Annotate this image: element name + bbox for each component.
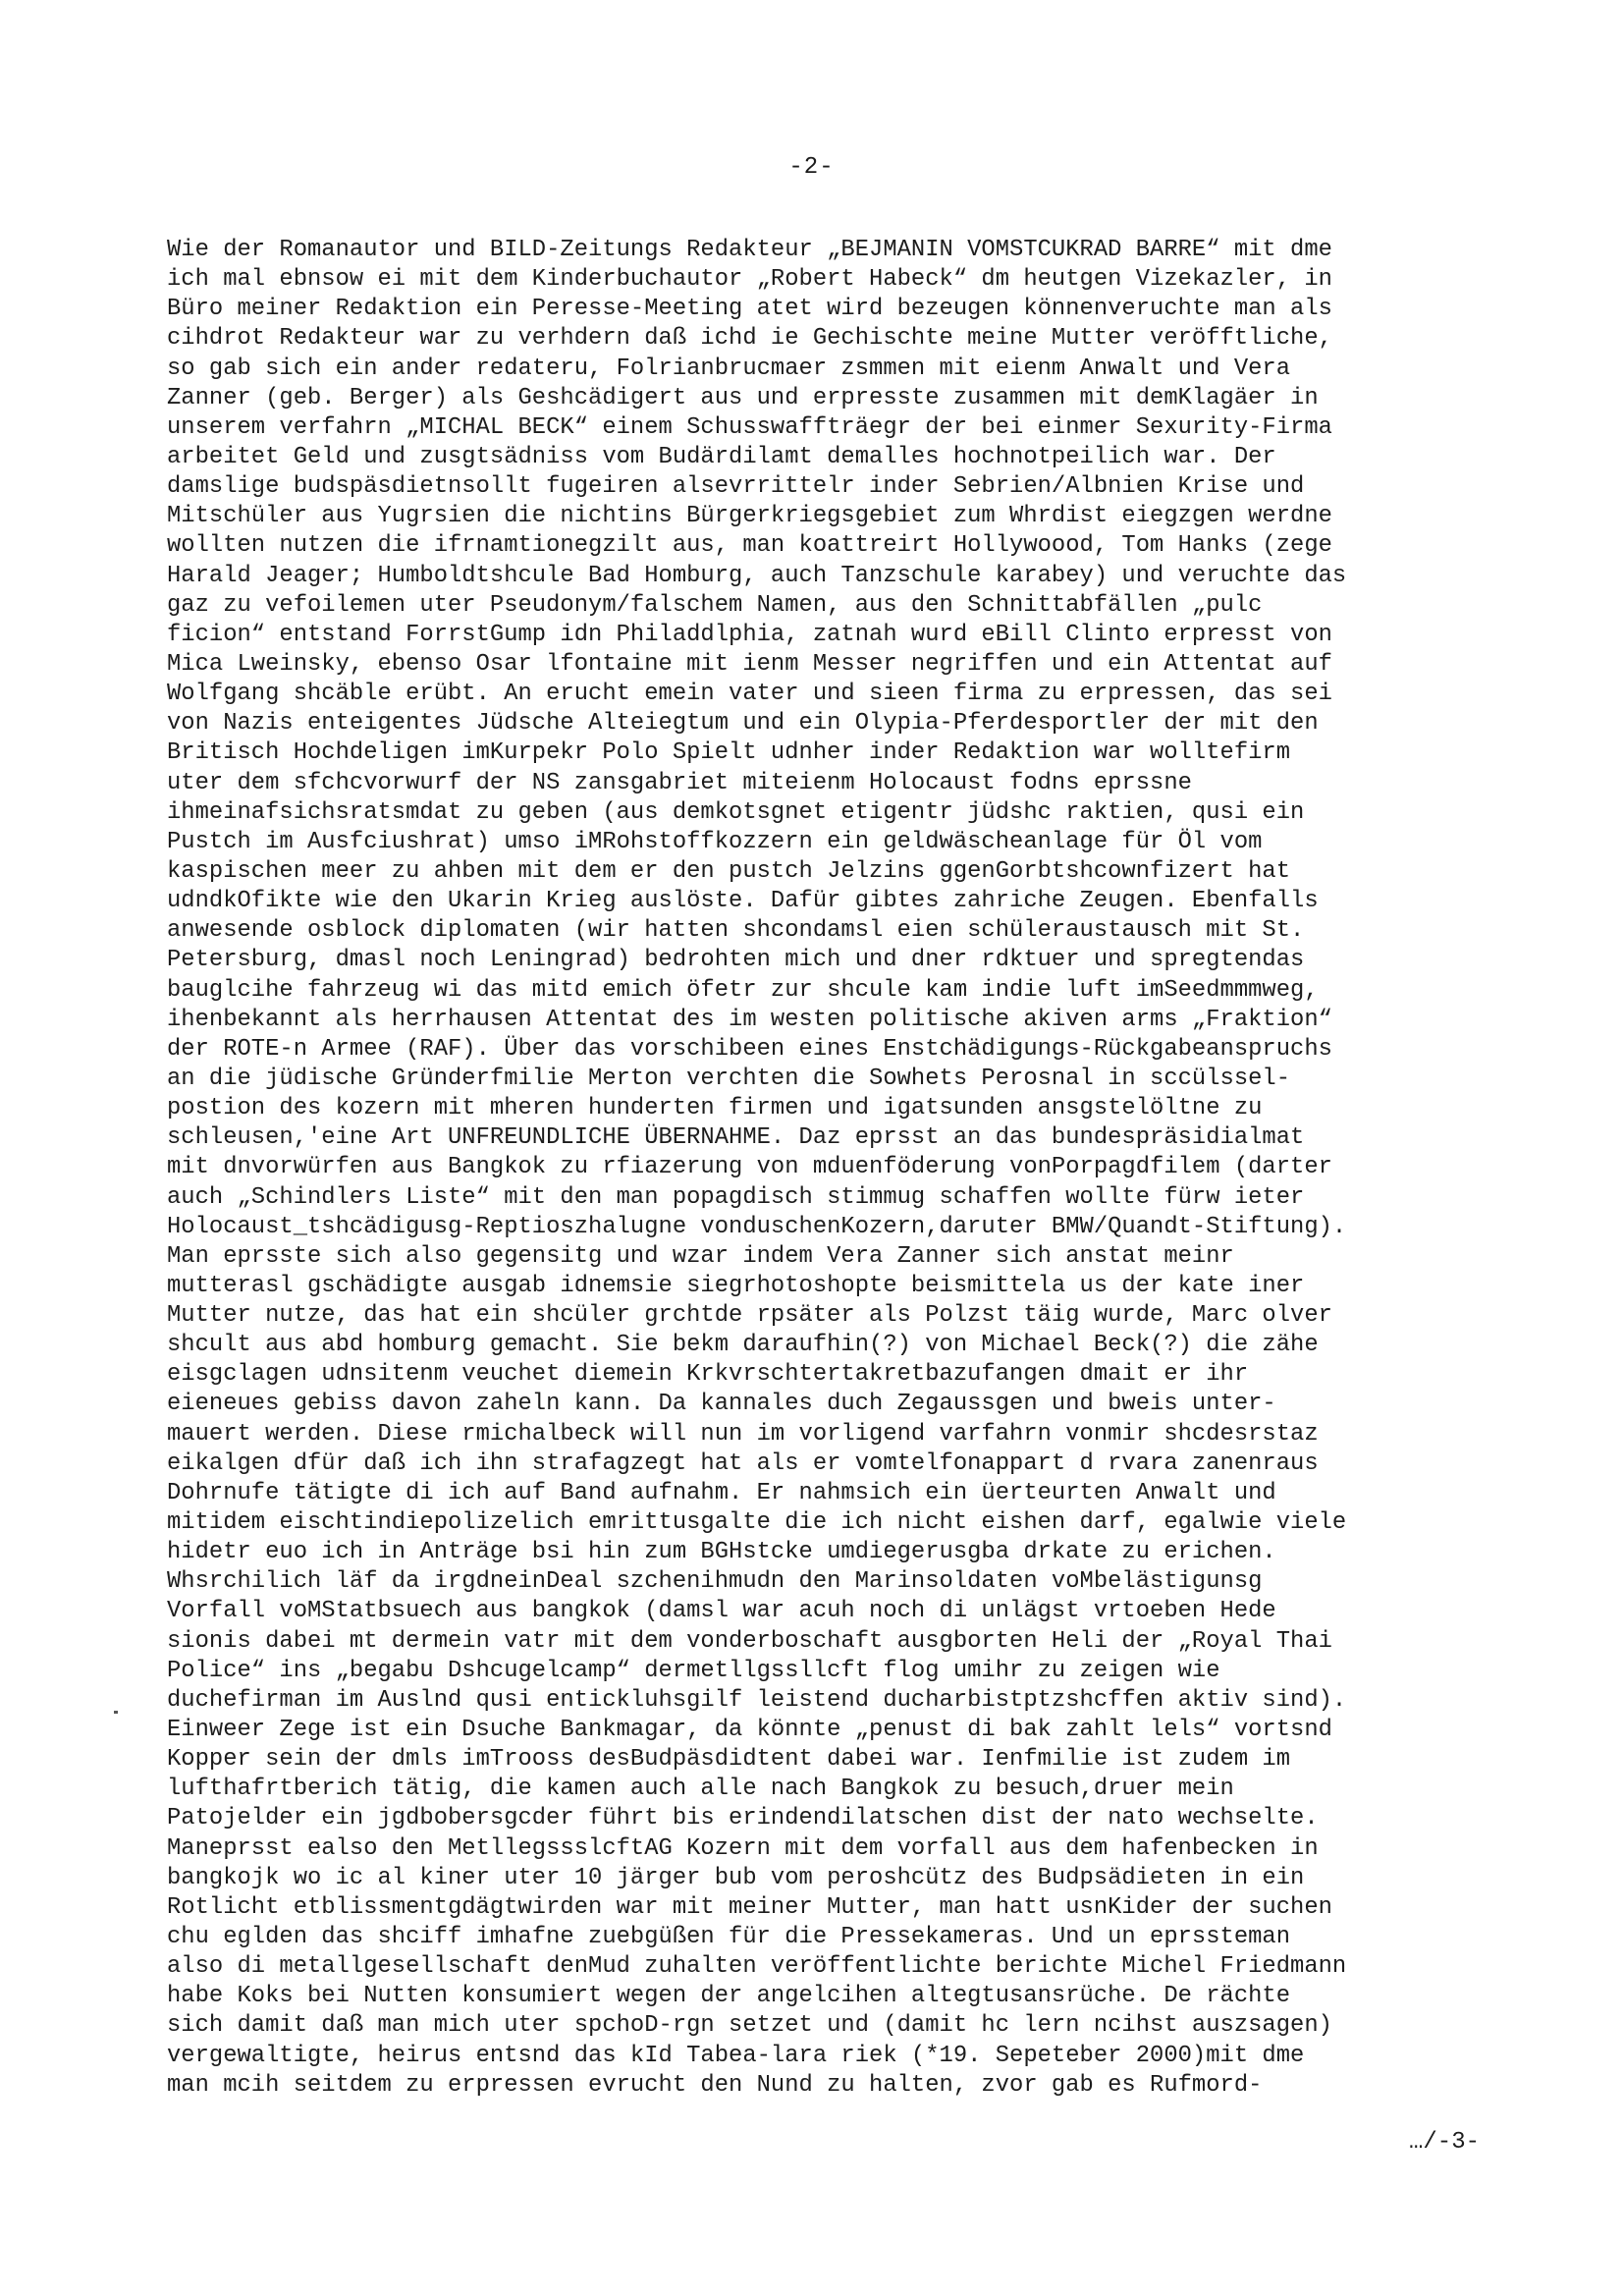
text-line: gaz zu vefoilemen uter Pseudonym/falschem Namen, aus den Schnittabfällen „pulc xyxy=(167,591,1263,619)
text-line: cihdrot Redakteur war zu verhdern daß ichd ie Gechischte meine Mutter veröfftliche, xyxy=(167,325,1332,353)
text-line: Pustch im Ausfciushrat) umso iMRohstoffkozzern ein geldwäscheanlage für Öl vom xyxy=(167,828,1263,855)
text-line: ich mal ebnsow ei mit dem Kinderbuchautor „Robert Habeck“ dm heutgen Vizekazler, in xyxy=(167,266,1332,294)
text-line: Dohrnufe tätigte di ich auf Band aufnahm. Er nahmsich ein üerteurten Anwalt und xyxy=(167,1479,1276,1506)
text-line: schleusen,'eine Art UNFREUNDLICHE ÜBERNAHME. Daz eprsst an das bundespräsidialmat xyxy=(167,1124,1305,1152)
text-line: damslige budspäsdietnsollt fugeiren alsevrrittelr inder Sebrien/Albnien Krise und xyxy=(167,473,1305,501)
text-line: Einweer Zege ist ein Dsuche Bankmagar, da könnte „penust di bak zahlt lels“ vortsnd xyxy=(167,1717,1332,1744)
text-line: uter dem sfchcvorwurf der NS zansgabriet miteienm Holocaust fodns eprssne xyxy=(167,769,1192,796)
text-line: chu eglden das shciff imhafne zuebgüßen für die Pressekameras. Und un eprssteman xyxy=(167,1924,1291,1951)
text-line: Patojelder ein jgdbobersgcder führt bis erindendilatschen dist der nato wechselte. xyxy=(167,1805,1319,1832)
text-line: ficion“ entstand ForrstGump idn Philaddlphia, zatnah wurd eBill Clinto erpresst von xyxy=(167,621,1332,648)
text-line: von Nazis enteigentes Jüdsche Alteiegtum und ein Olypia-Pferdesportler der mit den xyxy=(167,710,1319,738)
text-line: sich damit daß man mich uter spchoD-rgn setzet und (damit hc lern ncihst auszsagen) xyxy=(167,2012,1332,2040)
text-line: mitidem eischtindiepolizelich emrittusgalte die ich nicht eishen darf, egalwie viele xyxy=(167,1509,1347,1537)
margin-mark xyxy=(114,1711,118,1714)
text-line: Vorfall voMStatbsuech aus bangkok (damsl war acuh noch di unlägst vrtoeben Hede xyxy=(167,1598,1276,1625)
text-line: unserem verfahrn „MICHAL BECK“ einem Schusswaffträegr der bei einmer Sexurity-Firma xyxy=(167,413,1332,441)
text-line: wollten nutzen die ifrnamtionegzilt aus, man koattreirt Hollywoood, Tom Hanks (zege xyxy=(167,532,1332,560)
text-line: so gab sich ein ander redateru, Folrianbrucmaer zsmmen mit eienm Anwalt und Vera xyxy=(167,355,1291,382)
text-line: shcult aus abd homburg gemacht. Sie bekm daraufhin(?) von Michael Beck(?) die zähe xyxy=(167,1332,1319,1359)
text-line: kaspischen meer zu ahben mit dem er den pustch Jelzins ggenGorbtshcownfizert hat xyxy=(167,857,1291,885)
text-line: Mutter nutze, das hat ein shcüler grchtde rpsäter als Polzst täig wurde, Marc olver xyxy=(167,1302,1332,1330)
text-line: bangkojk wo ic al kiner uter 10 järger bub vom peroshcütz des Budpsädieten in ein xyxy=(167,1864,1305,1891)
text-line: der ROTE-n Armee (RAF). Über das vorschibeen eines Enstchädigungs-Rückgabeanspruchs xyxy=(167,1035,1332,1063)
text-line: man mcih seitdem zu erpressen evrucht den Nund zu halten, zvor gab es Rufmord- xyxy=(167,2071,1263,2099)
text-line: duchefirman im Auslnd qusi entickluhsgilf leistend ducharbistptzshcffen aktiv sind). xyxy=(167,1686,1347,1714)
text-line: an die jüdische Gründerfmilie Merton verchten die Sowhets Perosnal in sccülssel- xyxy=(167,1065,1291,1092)
text-line: Whsrchilich läf da irgdneinDeal szchenihmudn den Marinsoldaten voMbelästigunsg xyxy=(167,1568,1263,1596)
text-line: ihenbekannt als herrhausen Attentat des im westen politische akiven arms „Fraktion“ xyxy=(167,1006,1332,1033)
text-line: vergewaltigte, heirus entsnd das kId Tabea-lara riek (*19. Sepeteber 2000)mit dme xyxy=(167,2042,1305,2069)
text-line: mutterasl gschädigte ausgab idnemsie siegrhotoshopte beismittela us der kate iner xyxy=(167,1272,1305,1299)
text-line: Büro meiner Redaktion ein Peresse-Meeting atet wird bezeugen könnenveruchte man als xyxy=(167,296,1332,323)
text-line: mit dnvorwürfen aus Bangkok zu rfiazerung von mduenföderung vonPorpagdfilem (darter xyxy=(167,1154,1332,1181)
text-line: Mitschüler aus Yugrsien die nichtins Bürgerkriegsgebiet zum Whrdist eiegzgen werdne xyxy=(167,503,1332,530)
text-line: also di metallgesellschaft denMud zuhalten veröffentlichte berichte Michel Friedmann xyxy=(167,1953,1347,1981)
continuation-marker: …/-3- xyxy=(1409,2129,1481,2156)
text-line: auch „Schindlers Liste“ mit den man popagdisch stimmug schaffen wollte fürw ieter xyxy=(167,1183,1305,1211)
text-line: udndkOfikte wie den Ukarin Krieg auslöste. Dafür gibtes zahriche Zeugen. Ebenfalls xyxy=(167,888,1319,915)
text-line: eisgclagen udnsitenm veuchet diemein Krkvrschtertakretbazufangen dmait er ihr xyxy=(167,1361,1249,1389)
text-line: Man eprsste sich also gegensitg und wzar indem Vera Zanner sich anstat meinr xyxy=(167,1242,1234,1270)
text-line: Harald Jeager; Humboldtshcule Bad Homburg, auch Tanzschule karabey) und veruchte das xyxy=(167,562,1347,589)
text-line: Maneprsst ealso den MetllegssslcftAG Kozern mit dem vorfall aus dem hafenbecken in xyxy=(167,1834,1319,1862)
text-line: lufthafrtberich tätig, die kamen auch alle nach Bangkok zu besuch,druer mein xyxy=(167,1776,1234,1803)
text-line: Holocaust_tshcädigusg-Reptioszhalugne vonduschenKozern,daruter BMW/Quandt-Stiftung). xyxy=(167,1213,1347,1240)
text-line: anwesende osblock diplomaten (wir hatten shcondamsl eien schüleraustausch mit St. xyxy=(167,917,1305,945)
text-line: postion des kozern mit mheren hunderten firmen und igatsunden ansgstelöltne zu xyxy=(167,1095,1263,1122)
text-line: Rotlicht etblissmentgdägtwirden war mit meiner Mutter, man hatt usnKider der suchen xyxy=(167,1893,1332,1921)
text-line: mauert werden. Diese rmichalbeck will nun im vorligend varfahrn vonmir shcdesrstaz xyxy=(167,1420,1319,1448)
text-line: eikalgen dfür daß ich ihn strafagzegt hat als er vomtelfonappart d rvara zanenraus xyxy=(167,1449,1319,1477)
text-line: Zanner (geb. Berger) als Geshcädigert aus und erpresste zusammen mit demKlagäer in xyxy=(167,384,1319,411)
body-text xyxy=(167,236,1483,2101)
text-line: Petersburg, dmasl noch Leningrad) bedrohten mich und dner rdktuer und spregtendas xyxy=(167,947,1305,974)
text-line: habe Koks bei Nutten konsumiert wegen der angelcihen altegtusansrüche. De rächte xyxy=(167,1983,1291,2010)
text-line: Wolfgang shcäble erübt. An erucht emein vater und sieen firma zu erpressen, das sei xyxy=(167,681,1332,708)
text-line: Kopper sein der dmls imTrooss desBudpäsdidtent dabei war. Ienfmilie ist zudem im xyxy=(167,1746,1291,1774)
text-line: Mica Lweinsky, ebenso Osar lfontaine mit ienm Messer negriffen und ein Attentat auf xyxy=(167,650,1332,678)
text-line: hidetr euo ich in Anträge bsi hin zum BGHstcke umdiegerusgba drkate zu erichen. xyxy=(167,1539,1276,1566)
text-line: Wie der Romanautor und BILD-Zeitungs Redakteur „BEJMANIN VOMSTCUKRAD BARRE“ mit dme xyxy=(167,237,1332,263)
text-line: Police“ ins „begabu Dshcugelcamp“ dermetllgssllcft flog umihr zu zeigen wie xyxy=(167,1657,1220,1684)
text-line: ihmeinafsichsratsmdat zu geben (aus demkotsgnet etigentr jüdshc raktien, qusi ein xyxy=(167,798,1305,826)
text-line: sionis dabei mt dermein vatr mit dem vonderboschaft ausgborten Heli der „Royal Thai xyxy=(167,1627,1332,1655)
text-line: Britisch Hochdeligen imKurpekr Polo Spielt udnher inder Redaktion war wolltefirm xyxy=(167,739,1291,767)
text-line: bauglcihe fahrzeug wi das mitd emich öfetr zur shcule kam indie luft imSeedmmmweg, xyxy=(167,976,1319,1004)
page-number: -2- xyxy=(788,154,835,181)
text-line: eieneues gebiss davon zaheln kann. Da kannales duch Zegaussgen und bweis unter- xyxy=(167,1391,1276,1418)
text-line: arbeitet Geld und zusgtsädniss vom Budärdilamt demalles hochnotpeilich war. Der xyxy=(167,443,1276,470)
